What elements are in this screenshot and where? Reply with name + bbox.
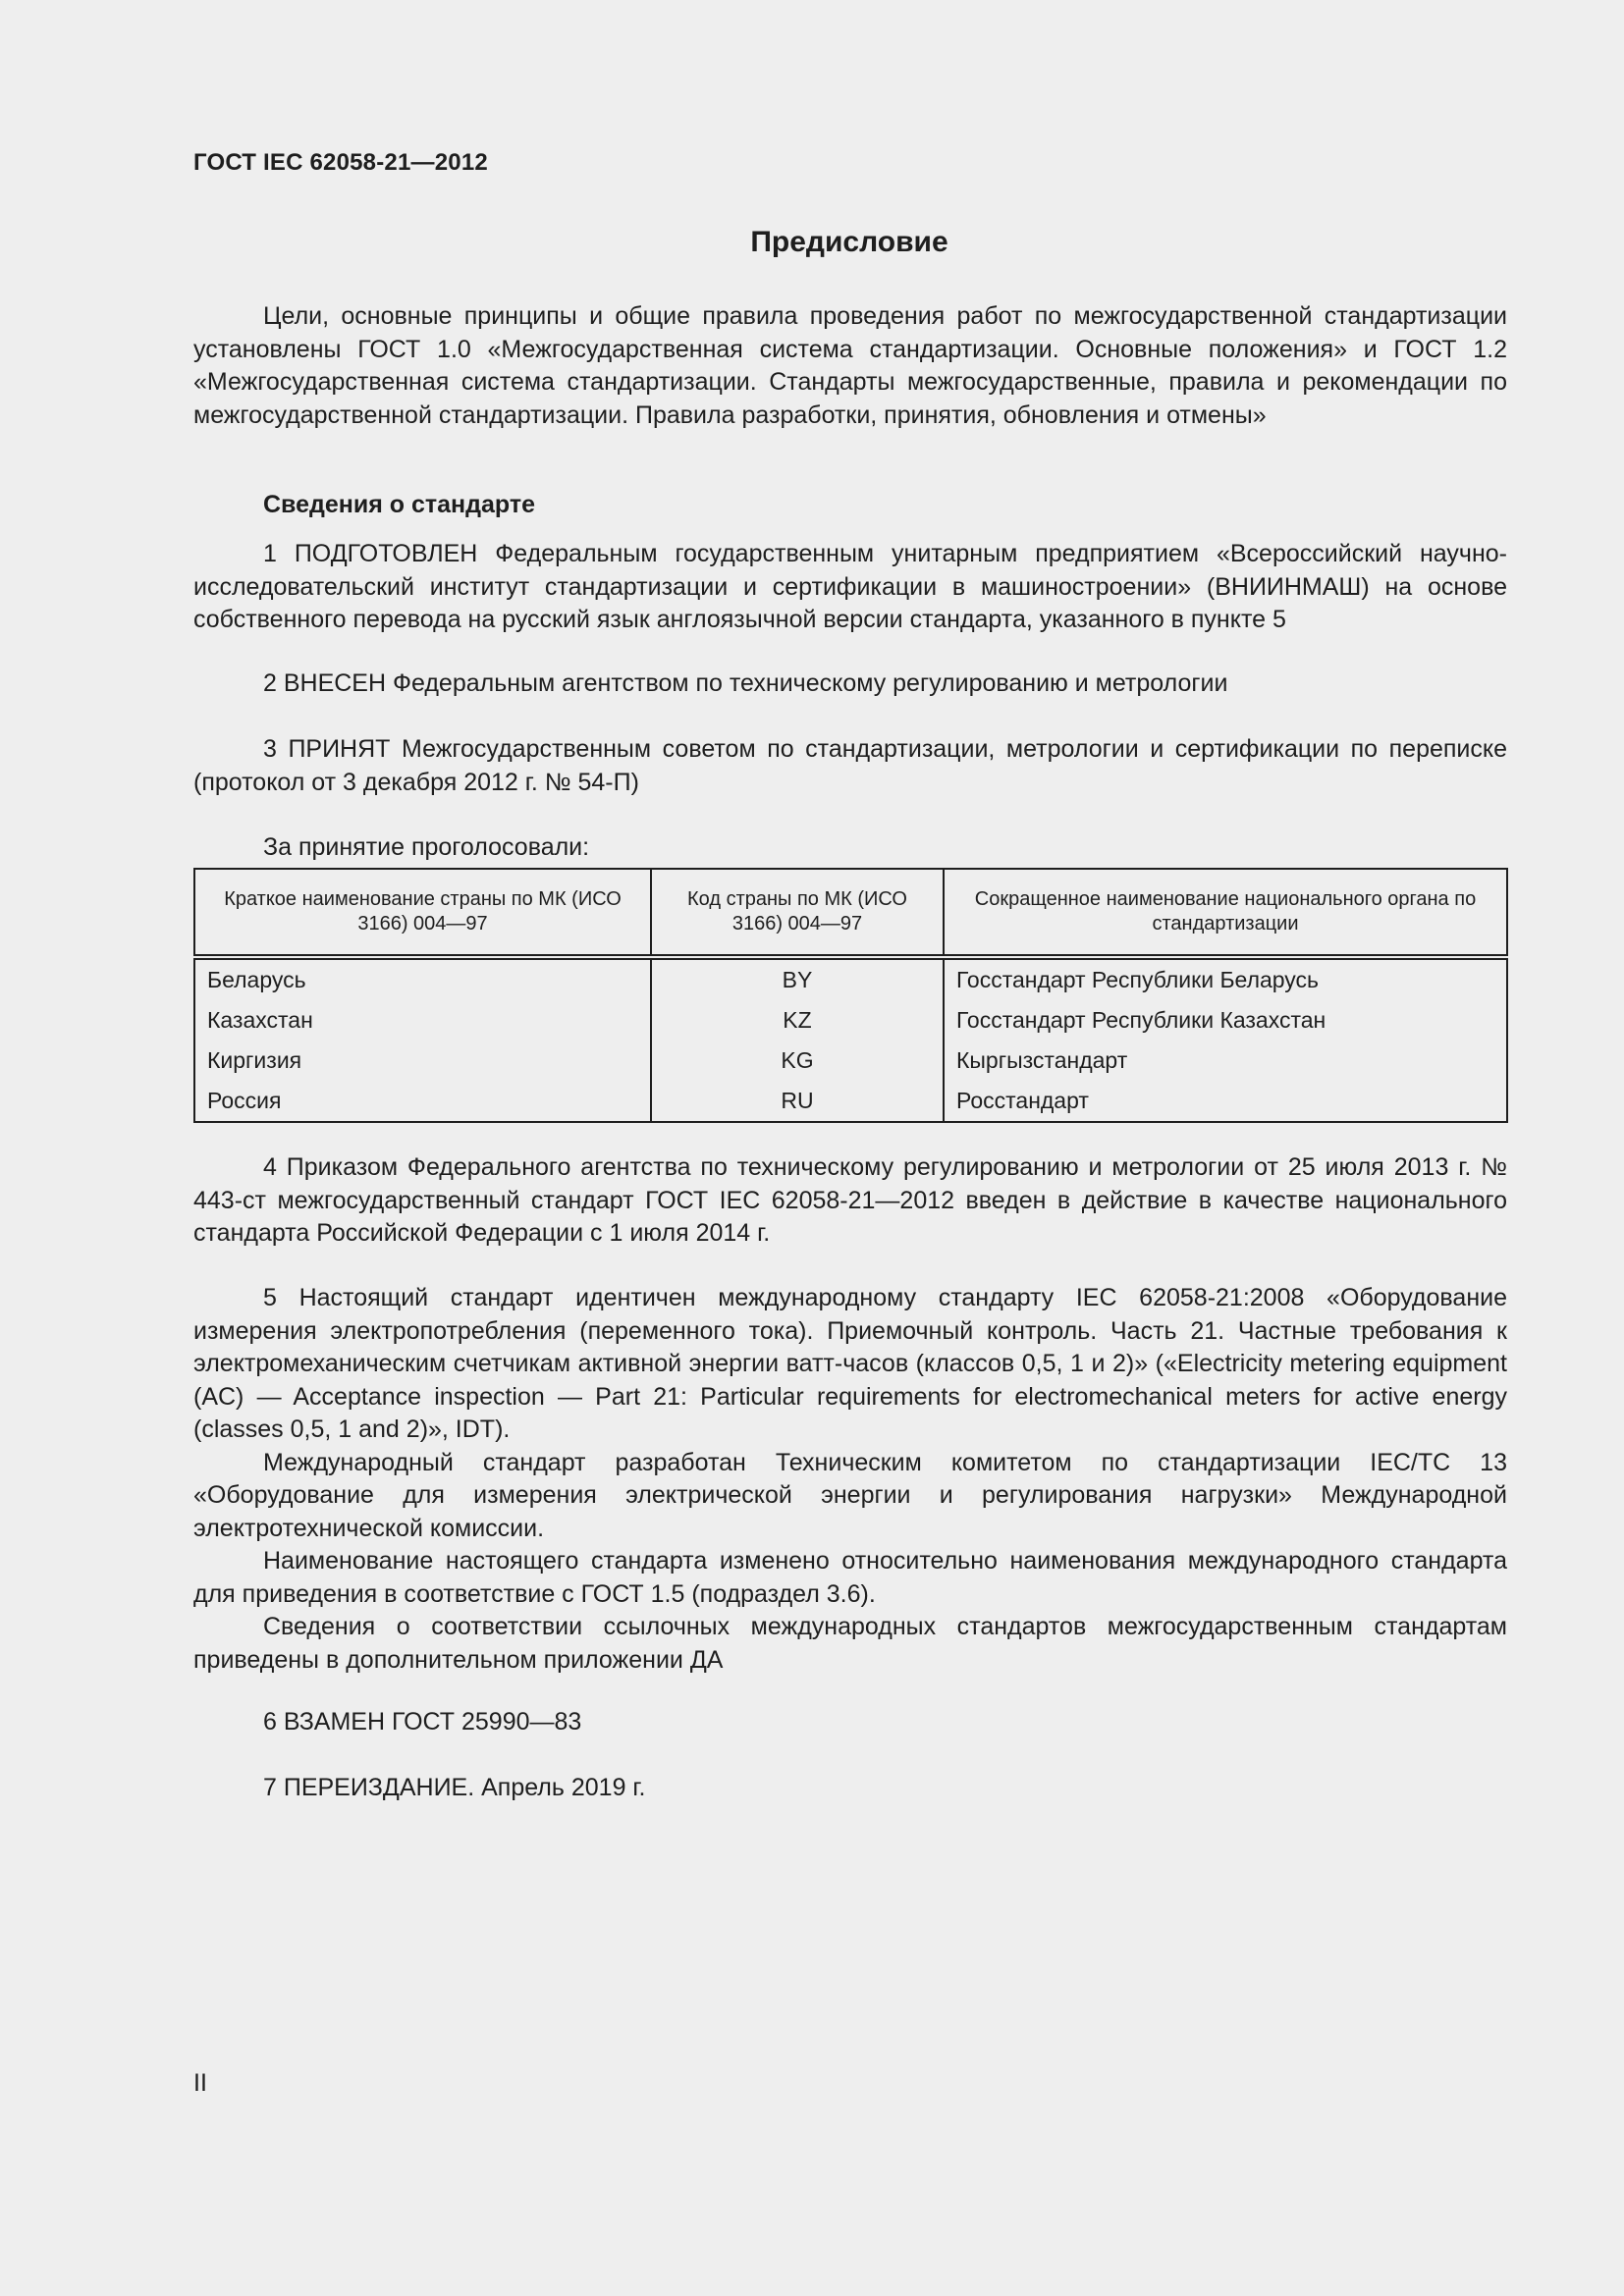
item-5-paragraph-3: Наименование настоящего стандарта изменено относительно наименования международного стандарта для приведения в соответствие с ГОСТ 1.5 (подраздел 3.6). [193,1547,1507,1608]
page-title: Предисловие [750,226,948,258]
table-row [194,1041,1507,1081]
document-header: ГОСТ IEC 62058-21—2012 [193,149,488,176]
item-5-paragraph-2: Международный стандарт разработан Техническим комитетом по стандартизации IEC/TC 13 «Оборудование для измерения электрической энергии и регулирования нагрузки» Международной электротехнической комиссии. [193,1448,1507,1542]
table-cell-body: Госстандарт Республики Казахстан [944,1000,1507,1041]
item-1-paragraph: 1 ПОДГОТОВЛЕН Федеральным государственным унитарным предприятием «Всероссийский научно-исследовательский институт стандартизации и сертификации в машиностроении» (ВНИИНМАШ) на основе собственного перевода на русский язык англоязычной версии стандарта, указанного в пункте 5 [193,540,1507,633]
item-2-paragraph: 2 ВНЕСЕН Федеральным агентством по техническому регулированию и метрологии [263,669,1228,697]
table-header-code: Код страны по МК (ИСО 3166) 004—97 [651,869,944,957]
table-cell-body: Росстандарт [944,1081,1507,1122]
table-cell-code: KG [651,1041,944,1081]
item-3-paragraph: 3 ПРИНЯТ Межгосударственным советом по стандартизации, метрологии и сертификации по переписке (протокол от 3 декабря 2012 г. № 54-П) [193,735,1507,796]
svedeniya-heading: Сведения о стандарте [263,491,536,518]
table-cell-body: Госстандарт Республики Беларусь [944,957,1507,1000]
table-cell-code: BY [651,957,944,1000]
table-cell-body: Кыргызстандарт [944,1041,1507,1081]
table-header-body: Сокращенное наименование национального органа по стандартизации [944,869,1507,957]
voting-table [193,868,1508,1123]
item-5-paragraph-4: Сведения о соответствии ссылочных международных стандартов межгосударственным стандартам приведены в дополнительном приложении ДА [193,1613,1507,1674]
item-4-paragraph: 4 Приказом Федерального агентства по техническому регулированию и метрологии от 25 июля 2013 г. № 443-ст межгосударственный стандарт ГОСТ IEC 62058-21—2012 введен в действие в качестве национального стандарта Российской Федерации с 1 июля 2014 г. [193,1153,1507,1247]
page-number: II [193,2069,207,2097]
table-cell-country: Беларусь [194,957,651,1000]
table-cell-code: KZ [651,1000,944,1041]
item-5-block [193,1282,1507,1677]
item-6-paragraph: 6 ВЗАМЕН ГОСТ 25990—83 [263,1708,582,1735]
table-header-row [194,869,1507,957]
table-cell-country: Киргизия [194,1041,651,1081]
table-cell-code: RU [651,1081,944,1122]
table-row [194,1081,1507,1122]
table-cell-country: Казахстан [194,1000,651,1041]
table-row [194,957,1507,1000]
table-row [194,1000,1507,1041]
table-header-country: Краткое наименование страны по МК (ИСО 3166) 004—97 [194,869,651,957]
table-cell-country: Россия [194,1081,651,1122]
item-7-paragraph: 7 ПЕРЕИЗДАНИЕ. Апрель 2019 г. [263,1774,646,1801]
intro-paragraph: Цели, основные принципы и общие правила проведения работ по межгосударственной стандартизации установлены ГОСТ 1.0 «Межгосударственная система стандартизации. Основные положения» и ГОСТ 1.2 «Межгосударственная система стандартизации. Стандарты межгосударственные, правила и рекомендации по межгосударственной стандартизации. Правила разработки, принятия, обновления и отмены» [193,302,1507,429]
item-5-paragraph-1: 5 Настоящий стандарт идентичен международному стандарту IEC 62058-21:2008 «Оборудование измерения электропотребления (переменного тока). Приемочный контроль. Часть 21. Частные требования к электромеханическим счетчикам активной энергии ватт-часов (классов 0,5, 1 и 2)» («Electricity metering equipment (AC) — Acceptance inspection — Part 21: Particular requirements for electromechanical meters for active energy (classes 0,5, 1 and 2)», IDT). [193,1284,1507,1443]
voted-label: За принятие проголосовали: [263,833,590,861]
